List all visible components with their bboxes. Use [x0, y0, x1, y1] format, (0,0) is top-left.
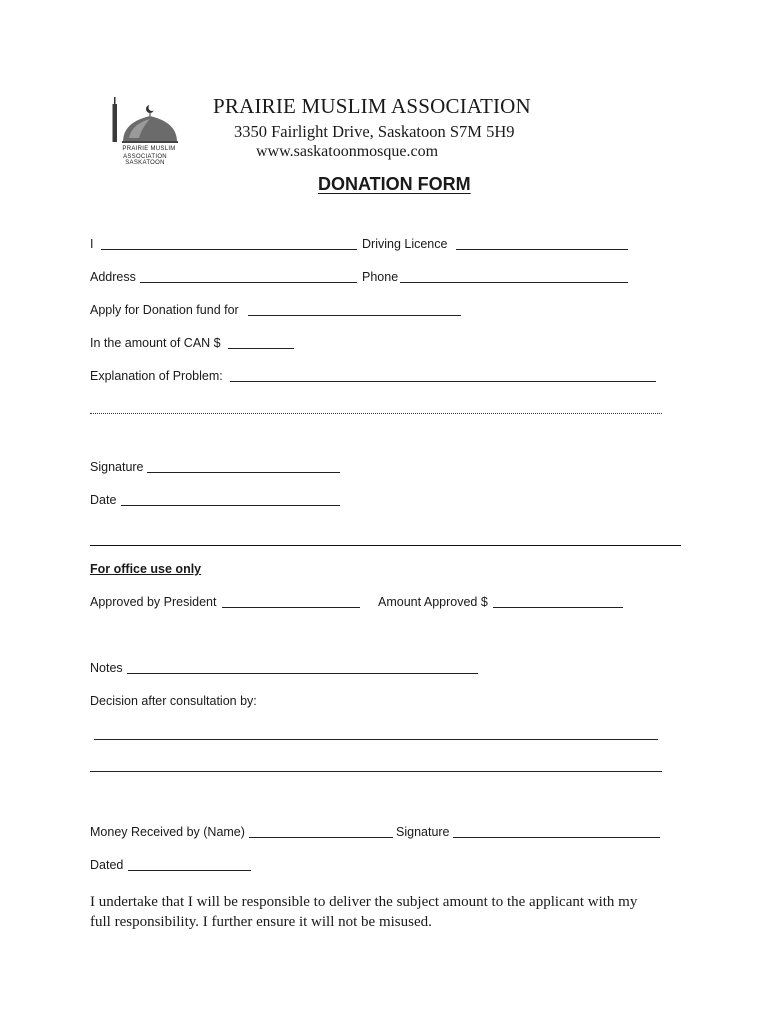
logo-caption-line2: ASSOCIATION SASKATOON — [123, 154, 167, 166]
dated-field[interactable] — [128, 870, 251, 871]
received-signature-field[interactable] — [453, 837, 660, 838]
driving-licence-label: Driving Licence — [362, 237, 448, 251]
office-section-divider — [90, 545, 681, 546]
notes-label: Notes — [90, 661, 123, 675]
office-use-heading: For office use only — [90, 562, 202, 576]
declaration-line1: I undertake that I will be responsible to deliver the subject amount to the applicant with my — [90, 894, 638, 910]
date-field[interactable] — [121, 505, 340, 506]
decision-label: Decision after consultation by: — [90, 694, 257, 708]
amount-approved-label: Amount Approved $ — [378, 595, 488, 609]
problem-explanation-field-line2[interactable] — [90, 413, 662, 414]
organization-address: 3350 Fairlight Drive, Saskatoon S7M 5H9 — [234, 122, 515, 141]
name-field[interactable] — [101, 249, 357, 250]
phone-field[interactable] — [400, 282, 628, 283]
received-signature-label: Signature — [396, 825, 450, 839]
signature-field[interactable] — [147, 472, 340, 473]
problem-explanation-field[interactable] — [230, 381, 656, 382]
approved-by-field[interactable] — [222, 607, 360, 608]
form-title: DONATION FORM — [318, 174, 471, 194]
name-label: I — [90, 237, 94, 251]
donation-fund-label: Apply for Donation fund for — [90, 303, 239, 317]
phone-label: Phone — [362, 270, 399, 284]
driving-licence-field[interactable] — [456, 249, 628, 250]
date-label: Date — [90, 493, 117, 507]
amount-label: In the amount of CAN $ — [90, 336, 221, 350]
amount-field[interactable] — [228, 348, 294, 349]
decision-field-line1[interactable] — [94, 739, 658, 740]
donation-fund-field[interactable] — [248, 315, 461, 316]
address-field[interactable] — [140, 282, 357, 283]
money-received-label: Money Received by (Name) — [90, 825, 245, 839]
notes-field[interactable] — [127, 673, 478, 674]
signature-label: Signature — [90, 460, 144, 474]
amount-approved-field[interactable] — [493, 607, 623, 608]
logo-caption-line1: PRAIRIE MUSLIM — [122, 146, 176, 152]
problem-explanation-label: Explanation of Problem: — [90, 369, 223, 383]
decision-field-line2[interactable] — [90, 771, 662, 772]
approved-by-label: Approved by President — [90, 595, 217, 609]
organization-name: PRAIRIE MUSLIM ASSOCIATION — [213, 94, 531, 118]
dated-label: Dated — [90, 858, 124, 872]
organization-logo — [103, 94, 187, 166]
address-label: Address — [90, 270, 136, 284]
declaration-line2: full responsibility. I further ensure it will not be misused. — [90, 914, 432, 930]
organization-website: www.saskatoonmosque.com — [256, 143, 439, 160]
money-received-field[interactable] — [249, 837, 393, 838]
